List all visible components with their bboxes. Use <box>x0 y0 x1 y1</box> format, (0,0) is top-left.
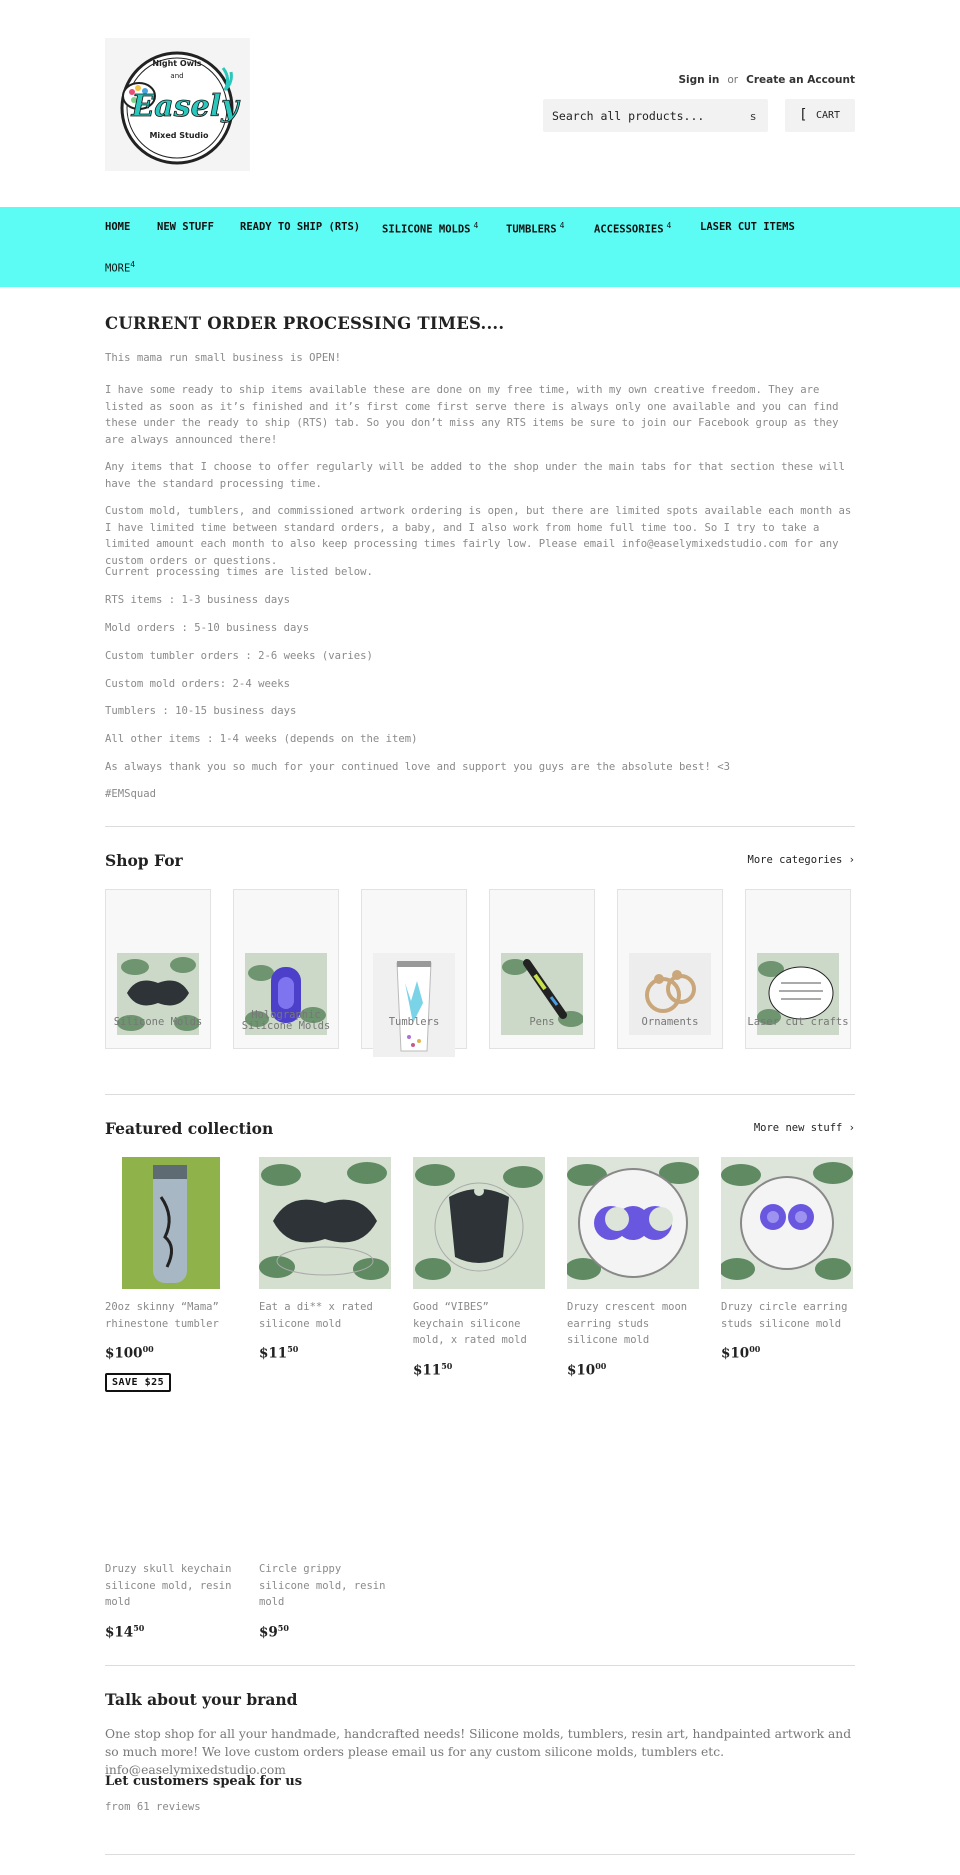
nav-label: SILICONE MOLDS <box>382 223 471 236</box>
category-label: Tumblers <box>388 1016 440 1028</box>
dropdown-indicator-icon: 4 <box>666 221 672 230</box>
product-price: $\$10^{00}$ <box>567 1360 607 1378</box>
intro-paragraph: All other items : 1-4 weeks (depends on the item) <box>105 733 418 745</box>
section-divider <box>105 1094 855 1095</box>
cart-label: CART <box>816 110 841 121</box>
intro-paragraph: Any items that I choose to offer regularly will be added to the shop under the main tabs for that section these will have the standard processing time. <box>105 461 845 490</box>
product-card[interactable] <box>567 1157 699 1378</box>
reviews-count: from 61 reviews <box>105 1801 201 1813</box>
intro-paragraph: Custom tumbler orders : 2-6 weeks (varies) <box>105 650 373 662</box>
intro-paragraph: Custom mold orders: 2-4 weeks <box>105 678 290 690</box>
cart-icon: [ <box>799 107 808 123</box>
intro-paragraph: RTS items : 1-3 business days <box>105 594 290 606</box>
product-price: $\$11^{50}$ <box>413 1360 453 1378</box>
intro-paragraph: #EMSquad <box>105 788 157 800</box>
more-categories-link[interactable]: More categories › <box>747 854 855 866</box>
category-card-pens[interactable] <box>489 889 595 1049</box>
page-title: CURRENT ORDER PROCESSING TIMES.... <box>105 314 505 333</box>
brand-description: One stop shop for all your handmade, handcrafted needs! Silicone molds, tumblers, resin art, handpainted artwork and so much more! We love custom orders please email us for any custom silicone molds, tumblers etc. info@easelymixedstudio.com <box>105 1727 852 1777</box>
product-name[interactable]: Druzy crescent moon earring studs silicone mold <box>567 1301 688 1346</box>
search-placeholder: Search all products... <box>552 109 705 123</box>
sign-in-link[interactable]: Sign in <box>678 74 720 86</box>
product-card[interactable] <box>105 1419 237 1640</box>
product-image <box>105 1419 237 1551</box>
category-label: Silicone Molds <box>113 1016 203 1028</box>
store-logo[interactable] <box>105 38 250 171</box>
intro-paragraph: I have some ready to ship items available these are done on my free time, with my own creative freedom. They are listed as soon as it’s finished and it’s first come first serve there is always only one available and you can find these under the ready to ship (RTS) tab. So you don’t miss any RTS items be sure to join our Facebook group as they are always announced there! <box>105 384 839 446</box>
product-image <box>259 1419 391 1551</box>
category-card-ornaments[interactable] <box>617 889 723 1049</box>
product-name[interactable]: Druzy skull keychain silicone mold, resin mold <box>105 1563 232 1608</box>
product-image <box>105 1157 237 1289</box>
logo-and-text: and <box>170 72 184 80</box>
nav-label: TUMBLERS <box>506 223 557 236</box>
product-name[interactable]: 20oz skinny “Mama” rhinestone tumbler <box>105 1301 219 1330</box>
product-image <box>567 1157 699 1289</box>
product-card[interactable] <box>721 1157 853 1362</box>
shop-for-title: Shop For <box>105 851 183 870</box>
category-label: Pens <box>529 1016 555 1028</box>
create-account-link[interactable]: Create an Account <box>746 74 855 86</box>
or-separator: or <box>727 74 739 86</box>
product-card[interactable] <box>259 1419 391 1640</box>
product-name[interactable]: Druzy circle earring studs silicone mold <box>721 1301 848 1330</box>
intro-paragraph: Custom mold, tumblers, and commissioned artwork ordering is open, but there are limited spots available each month as I have limited time between standard orders, a baby, and I also work from home full time too. So I try to take a limited amount each month to also keep processing times fairly low. Please email info@easelymixedstudio.com for any custom orders or questions. <box>105 505 852 567</box>
nav-item-tumblers[interactable] <box>506 221 564 236</box>
intro-paragraph: Mold orders : 5-10 business days <box>105 622 310 634</box>
cart-button[interactable] <box>785 99 855 132</box>
category-card-silicone-molds[interactable] <box>105 889 211 1049</box>
featured-collection-title: Featured collection <box>105 1119 274 1138</box>
nav-label: NEW STUFF <box>157 221 214 233</box>
nav-label: HOME <box>105 221 131 233</box>
logo-top-text: Night Owls <box>152 59 202 68</box>
dropdown-indicator-icon: 4 <box>130 260 136 269</box>
nav-item-more[interactable] <box>105 260 135 275</box>
site-header <box>0 0 960 207</box>
main-navigation <box>0 207 960 287</box>
product-name[interactable]: Eat a di** x rated silicone mold <box>259 1301 373 1330</box>
intro-paragraph: Current processing times are listed below. <box>105 566 373 578</box>
category-card-tumblers[interactable] <box>361 889 467 1049</box>
save-badge: SAVE $25 <box>105 1373 171 1392</box>
dropdown-indicator-icon: 4 <box>473 221 479 230</box>
search-input[interactable] <box>543 99 768 132</box>
product-price: $\$14^{50}$ <box>105 1622 145 1640</box>
section-divider <box>105 1665 855 1666</box>
brand-title: Talk about your brand <box>105 1690 298 1709</box>
nav-item-laser-cut[interactable] <box>700 221 795 233</box>
nav-item-new-stuff[interactable] <box>157 221 214 233</box>
product-card[interactable] <box>105 1157 237 1392</box>
account-links <box>678 74 855 86</box>
category-label: Holographic Silicone Molds <box>241 1009 331 1032</box>
product-image <box>259 1157 391 1289</box>
category-card-laser-cut[interactable] <box>745 889 851 1049</box>
category-label: Laser cut crafts <box>747 1016 849 1028</box>
nav-label: ACCESSORIES <box>594 223 664 236</box>
search-icon[interactable]: s <box>750 110 756 123</box>
nav-item-accessories[interactable] <box>594 221 671 236</box>
product-price: $\$10^{00}$ <box>721 1344 761 1362</box>
category-card-holographic-molds[interactable] <box>233 889 339 1049</box>
product-name[interactable]: Good “VIBES” keychain silicone mold, x rated mold <box>413 1301 527 1346</box>
nav-item-home[interactable] <box>105 221 130 233</box>
product-image <box>413 1157 545 1289</box>
product-image <box>721 1157 853 1289</box>
tumbler-thumbnail <box>373 953 455 1057</box>
nav-item-ready-to-ship[interactable] <box>240 221 360 233</box>
product-price: $\$11^{50}$ <box>259 1344 299 1362</box>
reviews-title: Let customers speak for us <box>105 1774 303 1789</box>
product-price: $\$9^{50}$ <box>259 1622 289 1640</box>
product-price: $\$100^{00}$ <box>105 1344 154 1362</box>
section-divider <box>105 826 855 827</box>
dropdown-indicator-icon: 4 <box>559 221 565 230</box>
intro-paragraph: As always thank you so much for your continued love and support you guys are the absolute best! <3 <box>105 761 731 773</box>
nav-label: READY TO SHIP (RTS) <box>240 221 361 233</box>
section-divider <box>105 1854 855 1855</box>
nav-label: LASER CUT ITEMS <box>700 221 795 233</box>
intro-paragraph: This mama run small business is OPEN! <box>105 352 341 364</box>
category-label: Ornaments <box>641 1016 699 1028</box>
more-new-stuff-link[interactable]: More new stuff › <box>753 1122 855 1134</box>
logo-bottom-text: Mixed Studio <box>149 131 209 140</box>
product-name[interactable]: Circle grippy silicone mold, resin mold <box>259 1563 386 1608</box>
intro-paragraph: Tumblers : 10-15 business days <box>105 705 297 717</box>
nav-item-silicone-molds[interactable] <box>382 221 478 236</box>
product-card[interactable] <box>259 1157 391 1362</box>
nav-label: MORE <box>105 262 131 275</box>
product-card[interactable] <box>413 1157 545 1378</box>
logo-main-text: Easely <box>131 89 239 124</box>
